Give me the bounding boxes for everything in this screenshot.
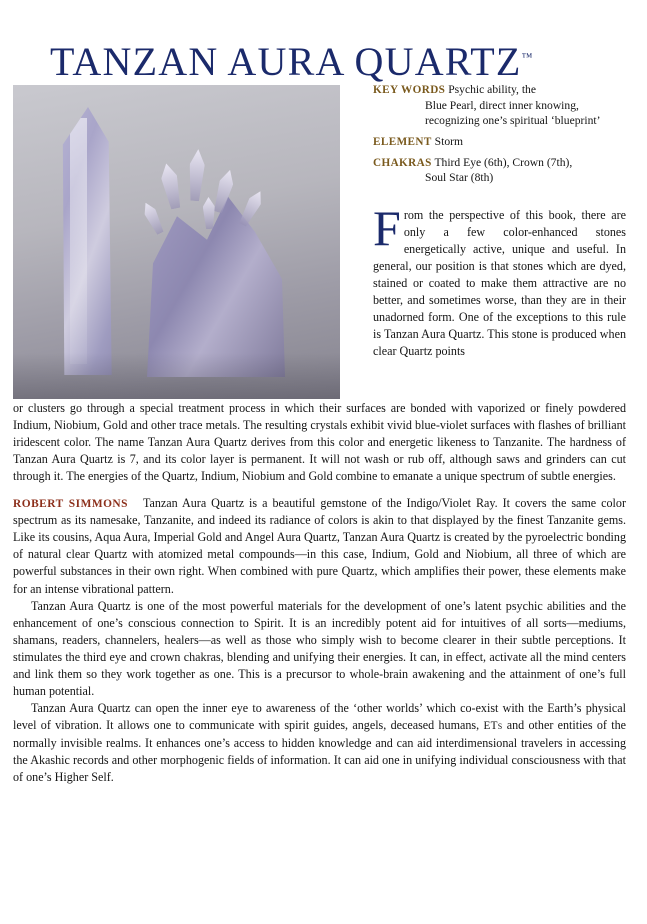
attribute-element bbox=[373, 134, 626, 150]
paragraph-spacer bbox=[13, 485, 626, 495]
crystal-spike bbox=[187, 149, 206, 202]
author-paragraph-text: Tanzan Aura Quartz is a beautiful gemstone of the Indigo/Violet Ray. It covers the same color spectrum as its namesake, Tanzanite, and indeed its radiance of colors is akin to that displayed by the finest Tanzanite gems. Like its cousins, Aqua Aura, Imperial Gold and Angel Aura Quartz, Tanzan Aura Quartz is created by the pyroelectric bonding of natural clear Quartz with atomized metal compounds—in this case, Indium, Gold and Niobium, all three of which are powerful substances in their own right. When combined with pure Quartz, which amplifies their power, these elements make for an intense vibrational pattern. bbox=[13, 496, 626, 596]
attribute-label: ELEMENT bbox=[373, 135, 432, 148]
crystal-spike bbox=[202, 197, 215, 229]
photo-shadow bbox=[13, 353, 340, 399]
body-paragraph-3-part-b: and other entities of the normally invisible realms. It enhances one’s access to hidden knowledge and can aid interdimensional travelers in accessing the Akashic records and other morphogenic fields of information. It can aid one in unifying individual consciousness with that of one’s Higher Self. bbox=[13, 717, 626, 784]
body-paragraph-3 bbox=[13, 700, 626, 786]
attribute-value-line-2: Blue Pearl, direct inner knowing, bbox=[425, 98, 579, 112]
attribute-value-line-1: Storm bbox=[434, 134, 464, 148]
trademark-symbol: ™ bbox=[521, 51, 533, 64]
body-text-flow bbox=[13, 400, 626, 786]
body-paragraph-2: Tanzan Aura Quartz is one of the most powerful materials for the development of one’s latent psychic abilities and the enhancement of one’s conscious connection to Spirit. It is an incredibly potent aid for intuitives of all sorts—mediums, shamans, readers, channelers, healers—as well as those who simply wish to become clearer in their subtle perceptions. It stimulates the third eye and crown chakras, blending and unifying their energies. It can, in effect, activate all the mind centers and link them so they work together as one. This is a precursor to whole-brain awakening and the attainment of one’s full human potential. bbox=[13, 598, 626, 698]
attribute-label: CHAKRAS bbox=[373, 156, 432, 169]
attributes-block bbox=[373, 82, 626, 191]
author-byline: ROBERT SIMMONS bbox=[13, 498, 128, 511]
attribute-value-line-1: Third Eye (6th), Crown (7th), bbox=[434, 155, 573, 169]
page-title bbox=[50, 38, 533, 84]
intro-continued-paragraph: or clusters go through a special treatment process in which their surfaces are bonded with vaporized or finely powdered Indium, Niobium, Gold and other trace metals. The resulting crystals exhibit vivid blue-violet surfaces with flashes of brilliant iridescent color. The name Tanzan Aura Quartz derives from this color and energetic likeness to Tanzanite. The hardness of Tanzan Aura Quartz is 7, and its color layer is permanent. It will not wash or rub off, although saws and grinders can cut through it. The energies of the Quartz, Indium, Niobium and Gold combine to emanate a unique spectrum of subtle energies. bbox=[13, 401, 626, 484]
attribute-value-line-2: Soul Star (8th) bbox=[425, 171, 494, 185]
intro-paragraph-text: rom the perspective of this book, there are only a few color-enhanced stones energetically active, unique and useful. In general, our position is that stones which are dyed, stained or coated to make them attractive are no better, and sometimes worse, than they are in their unadorned form. One of the exceptions to this rule is Tanzan Aura Quartz. This stone is produced when clear Quartz points bbox=[373, 208, 626, 359]
intro-paragraph-column bbox=[373, 200, 626, 360]
attribute-value-line-1: Psychic ability, the bbox=[448, 83, 536, 96]
crystal-photograph bbox=[13, 85, 340, 399]
attribute-label: KEY WORDS bbox=[373, 84, 446, 96]
page-title-text: TANZAN AURA QUARTZ bbox=[50, 38, 522, 84]
body-paragraph-3-part-a: Tanzan Aura Quartz can open the inner eye to awareness of the ‘other worlds’ which co-exist with the Earth’s physical level of vibration. It allows one to communicate with spirit guides, angels, deceased humans, bbox=[13, 700, 626, 732]
attribute-chakras bbox=[373, 155, 626, 186]
attribute-key-words bbox=[373, 82, 626, 129]
crystal-point-left bbox=[51, 107, 125, 375]
drop-cap: F bbox=[373, 200, 401, 256]
crystal-spike bbox=[140, 200, 166, 236]
crystal-spike bbox=[158, 162, 183, 210]
body-paragraph-3-smallcaps: ETs bbox=[483, 719, 503, 732]
author-paragraph bbox=[13, 495, 626, 597]
crystal-spike bbox=[237, 188, 266, 228]
attribute-value-line-3: recognizing one’s spiritual ‘blueprint’ bbox=[425, 114, 601, 128]
